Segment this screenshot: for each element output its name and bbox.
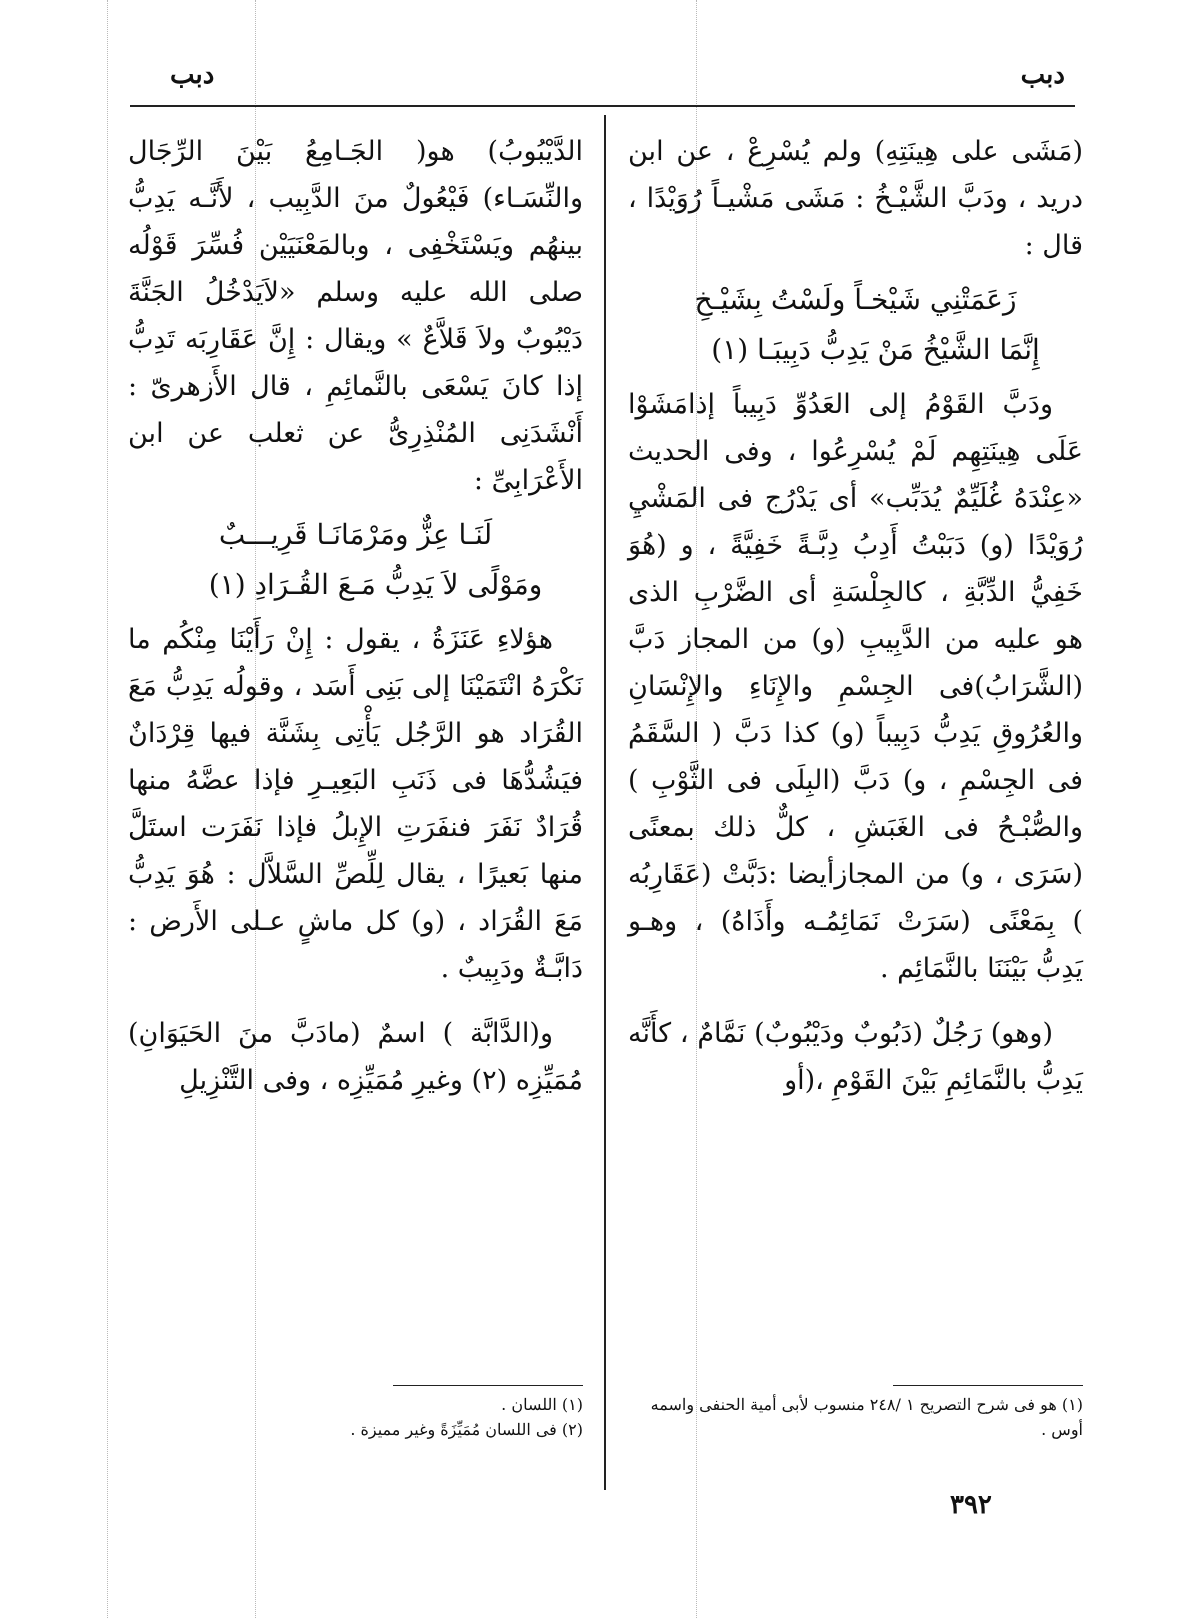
left-footnote-2: (٢) فى اللسان مُمَيِّزَةً وغير مميزة . [350,1420,583,1439]
scan-dotted-line [107,0,108,1618]
right-paragraph-1: (مَشَى على هِينَتِهِ) ولم يُسْرِعْ ، عن ابن دريد ، ودَبَّ الشَّيْـخُ : مَشَى مَشْيـاً رُوَيْدًا ، قال : [628,136,1083,261]
page-header [130,60,1075,110]
page-number: ٣٩٢ [950,1490,992,1520]
left-verse [128,510,583,610]
column-divider [604,115,606,1490]
header-right-word: دبب [1020,60,1065,90]
header-rule [130,105,1075,107]
left-column [128,128,583,1104]
right-paragraph-3: (وهو) رَجُلٌ (دَبُوبٌ ودَيْبُوبٌ) نَمَّامٌ ، كأَنَّه يَدِبُّ بالنَّمَائِمِ بَيْنَ القَوْمِ ،(أو [628,1018,1083,1096]
header-left-word: دبب [170,60,215,90]
left-paragraph-1: الدَّيْبُوبُ) هو( الجَـامِعُ بَيْنَ الرِّجَال والنِّسَـاء) فَيْعُولٌ منَ الدَّبِيب ، لأَنَّـه يَدِبُّ بينهُم ويَسْتَخْفِى ، وبالمَعْنَيَيْن فُسِّرَ قَوْلُه صلى الله عليه وسلم «لاَيَدْخُلُ الجَنَّةَ دَيْبُوبٌ ولاَ قَلاَّعٌ » ويقال : إِنَّ عَقَارِبَه تَدِبُّ إذا كانَ يَسْعَى بالنَّمائِمِ ، قال الأَزهرىّ : أَنْشَدَنِى المُنْذِرِىُّ عن ثعلب عن ابن الأَعْرَابِىِّ : [128,136,583,496]
right-column [628,128,1083,1104]
right-verse-line-2: إِنَّمَا الشَّيْخُ مَنْ يَدِبُّ دَبِيبَـا (١) [711,333,1040,366]
left-footnotes [128,1385,583,1442]
left-paragraph-3: و(الدَّابَّة ) اسمٌ (مادَبَّ منَ الحَيَوَانِ) مُمَيِّزِه (٢) وغيرِ مُمَيِّزِه ، وفى التَّنْزِيلِ [128,1018,583,1096]
right-verse [628,275,1083,375]
right-paragraph-2: ودَبَّ القَوْمُ إلى العَدُوِّ دَبِيباً إذامَشَوْا عَلَى هِينَتِهِم لَمْ يُسْرِعُوا ، وفى الحديث «عِنْدَهُ غُلَيِّمٌ يُدَبِّب» أى يَدْرُج فى المَشْيِ رُوَيْدًا (و) دَبَبْتُ أَدِبُ دِبَّـةً خَفِيَّةً ، و (هُوَ خَفِيُّ الدِّبَّةِ ، كالجِلْسَةِ أى الضَّرْبِ الذى هو عليه من الدَّبِيبِ (و) من المجاز دَبَّ (الشَّرَابُ)فى الجِسْمِ والإِنَاءِ والإِنْسَانِ والعُرُوقِ يَدِبُّ دَبِيباً (و) كذا دَبَّ ( السَّقَمُ فى الجِسْمِ ، و) دَبَّ (البِلَى فى الثَّوْبِ ) والصُّبْـحُ فى الغَبَشِ ، كلٌّ ذلك بمعنًى (سَرَى ، و) من المجازأيضا :دَبَّتْ (عَقَارِبُه ) بِمَعْنًى (سَرَتْ نَمَائِمُـه وأَذَاهُ) ، وهـو يَدِبُّ بَيْنَنَا بالنَّمَائِم . [628,389,1083,984]
right-footnotes [628,1385,1083,1442]
right-verse-line-1: زَعَمَتْنِي شَيْخـاً ولَسْتُ بِشَيْـخِ [694,283,1017,316]
footnote-rule [893,1385,1083,1386]
left-verse-line-2: ومَوْلًى لاَ يَدِبُّ مَـعَ القُـرَادِ (١) [208,568,543,601]
footnote-rule [393,1385,583,1386]
left-paragraph-2: هؤلاءِ عَنَزَةُ ، يقول : إِنْ رَأَيْنَا مِنْكُم ما نَكْرَهُ انْتَمَيْنَا إلى بَنِى أَسَد ، وقولُه يَدِبُّ مَعَ القُرَاد هو الرَّجُل يَأْتِى بِشَنَّة فيها قِرْدَانٌ فيَشُدُّهَا فى ذَنَبِ البَعِيـرِ فإذا عضَّهُ منها قُرَادٌ نَفَرَ فنفَرَتِ الإِبلُ فإذا نَفَرَت استَلَّ منها بَعيرًا ، يقال لِلِّصِّ السَّلاَّل : هُوَ يَدِبُّ مَعَ القُرَاد ، (و) كل ماشٍ عـلى الأَرض : دَابَّـةٌ ودَبِيبٌ . [128,624,583,984]
left-footnote-1: (١) اللسان . [501,1395,583,1414]
right-footnote-1: (١) هو فى شرح التصريح ١ /٢٤٨ منسوب لأبى أمية الحنفى واسمه أوس . [650,1395,1083,1439]
left-verse-line-1: لَنَـا عِزٌّ ومَرْمَانَـا قَرِيـــبٌ [218,518,493,551]
